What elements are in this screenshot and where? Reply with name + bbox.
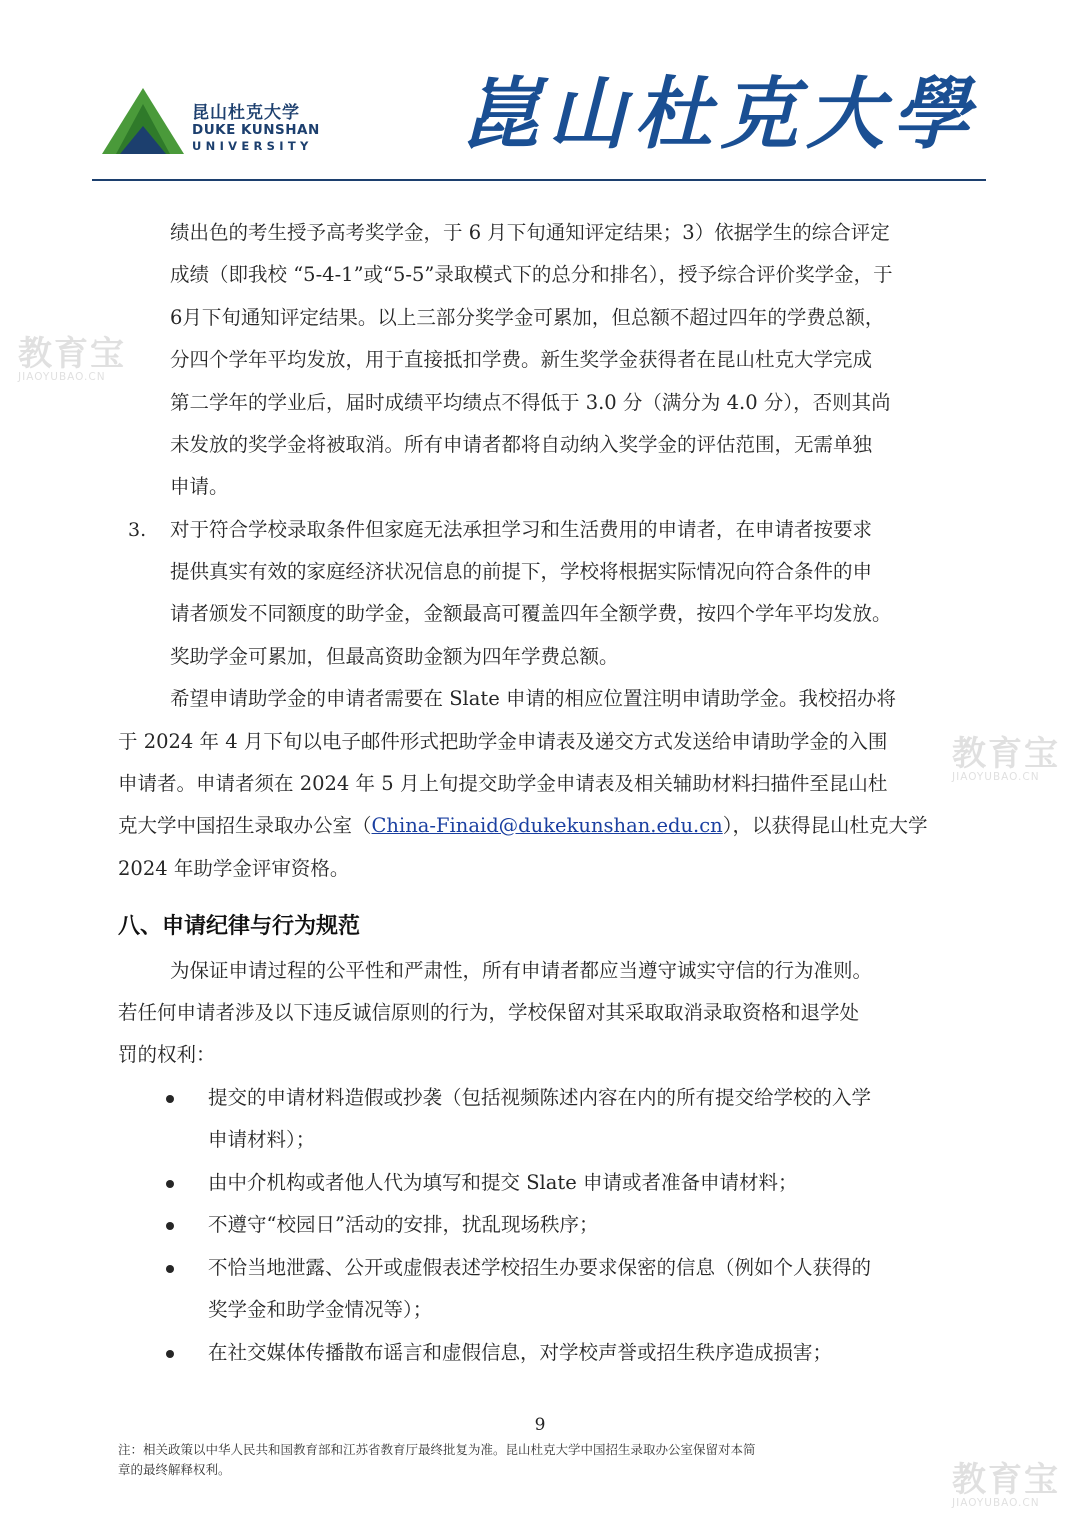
item3-line: 请者颁发不同额度的助学金，金额最高可覆盖四年全额学费，按四个学年平均发放。 [170, 602, 892, 625]
footnote-line: 注：相关政策以中华人民共和国教育部和江苏省教育厅最终批复为准。昆山杜克大学中国招生录取办公室保留对本简 [118, 1442, 756, 1457]
bullet-item-line: 申请材料）； [208, 1128, 316, 1151]
section8-intro-line: 罚的权利： [118, 1043, 216, 1066]
item3-line: 提供真实有效的家庭经济状况信息的前提下，学校将根据实际情况向符合条件的申 [170, 560, 873, 583]
para2-line: 2024 年助学金评审资格。 [118, 857, 350, 880]
bullet-icon [166, 1095, 174, 1103]
para1-line: 第二学年的学业后，届时成绩平均绩点不得低于 3.0 分（满分为 4.0 分），否则其尚 [170, 391, 891, 414]
para2-line [118, 812, 927, 840]
watermark-text: 教育宝 [952, 1460, 1060, 1500]
para2-text: 克大学中国招生录取办公室（ [118, 814, 372, 837]
page-number: 9 [534, 1415, 546, 1435]
para1-line: 成绩（即我校 “5-4-1”或“5-5”录取模式下的总分和排名），授予综合评价奖学金，于 [170, 263, 893, 286]
watermark-text: 教育宝 [18, 334, 126, 374]
bullet-item-line: 在社交媒体传播散布谣言和虚假信息，对学校声誉或招生秩序造成损害； [208, 1341, 833, 1364]
logo-chinese-name: 昆山杜克大学 [192, 103, 300, 123]
logo-english-name-line2: UNIVERSITY [192, 139, 313, 153]
para1-line: 绩出色的考生授予高考奖学金，于 6 月下旬通知评定结果；3）依据学生的综合评定 [170, 221, 890, 244]
item3-line: 对于符合学校录取条件但家庭无法承担学习和生活费用的申请者，在申请者按要求 [170, 518, 873, 541]
logo-english-name-line1: DUKE KUNSHAN [192, 122, 320, 138]
calligraphy-title: 崑山杜克大學 [462, 69, 979, 160]
bullet-item-line: 提交的申请材料造假或抄袭（包括视频陈述内容在内的所有提交给学校的入学 [208, 1086, 872, 1109]
para2-line: 于 2024 年 4 月下旬以电子邮件形式把助学金申请表及递交方式发送给申请助学金的入围 [118, 730, 888, 753]
watermark-text: 教育宝 [952, 734, 1060, 774]
section8-intro-line: 为保证申请过程的公平性和严肃性，所有申请者都应当遵守诚实守信的行为准则。 [170, 959, 873, 982]
section-heading: 八、申请纪律与行为规范 [118, 914, 361, 939]
watermark-domain: JIAOYUBAO.CN [952, 771, 1040, 783]
bullet-icon [166, 1222, 174, 1230]
bullet-item-line: 不恰当地泄露、公开或虚假表述学校招生办要求保密的信息（例如个人获得的 [208, 1256, 872, 1279]
bullet-icon [166, 1265, 174, 1273]
watermark-domain: JIAOYUBAO.CN [18, 371, 106, 383]
para1-line: 申请。 [170, 475, 229, 498]
para1-line: 6月下旬通知评定结果。以上三部分奖学金可累加，但总额不超过四年的学费总额， [170, 306, 885, 329]
header-divider [92, 179, 986, 181]
section8-intro-line: 若任何申请者涉及以下违反诚信原则的行为，学校保留对其采取取消录取资格和退学处 [118, 1001, 860, 1024]
watermark [18, 326, 126, 383]
bullet-icon [166, 1350, 174, 1358]
bullet-icon [166, 1180, 174, 1188]
watermark [952, 726, 1060, 783]
list-number: 3. [128, 519, 147, 541]
footnote-line: 章的最终解释权利。 [118, 1462, 231, 1477]
item3-line: 奖助学金可累加，但最高资助金额为四年学费总额。 [170, 645, 619, 668]
bullet-item-line: 奖学金和助学金情况等）； [208, 1298, 433, 1321]
para1-line: 分四个学年平均发放，用于直接抵扣学费。新生奖学金获得者在昆山杜克大学完成 [170, 348, 873, 371]
para2-line: 申请者。申请者须在 2024 年 5 月上旬提交助学金申请表及相关辅助材料扫描件至昆山杜 [118, 772, 888, 795]
email-link[interactable]: China-Finaid@dukekunshan.edu.cn [371, 814, 723, 837]
bullet-item-line: 不遵守“校园日”活动的安排，扰乱现场秩序； [208, 1213, 599, 1236]
university-logo-icon [100, 86, 186, 156]
bullet-item-line: 由中介机构或者他人代为填写和提交 Slate 申请或者准备申请材料； [208, 1171, 798, 1194]
para2-line: 希望申请助学金的申请者需要在 Slate 申请的相应位置注明申请助学金。我校招办将 [170, 687, 896, 710]
watermark [952, 1452, 1060, 1509]
watermark-domain: JIAOYUBAO.CN [952, 1497, 1040, 1509]
para1-line: 未发放的奖学金将被取消。所有申请者都将自动纳入奖学金的评估范围，无需单独 [170, 433, 873, 456]
para2-text: ），以获得昆山杜克大学 [722, 814, 928, 837]
